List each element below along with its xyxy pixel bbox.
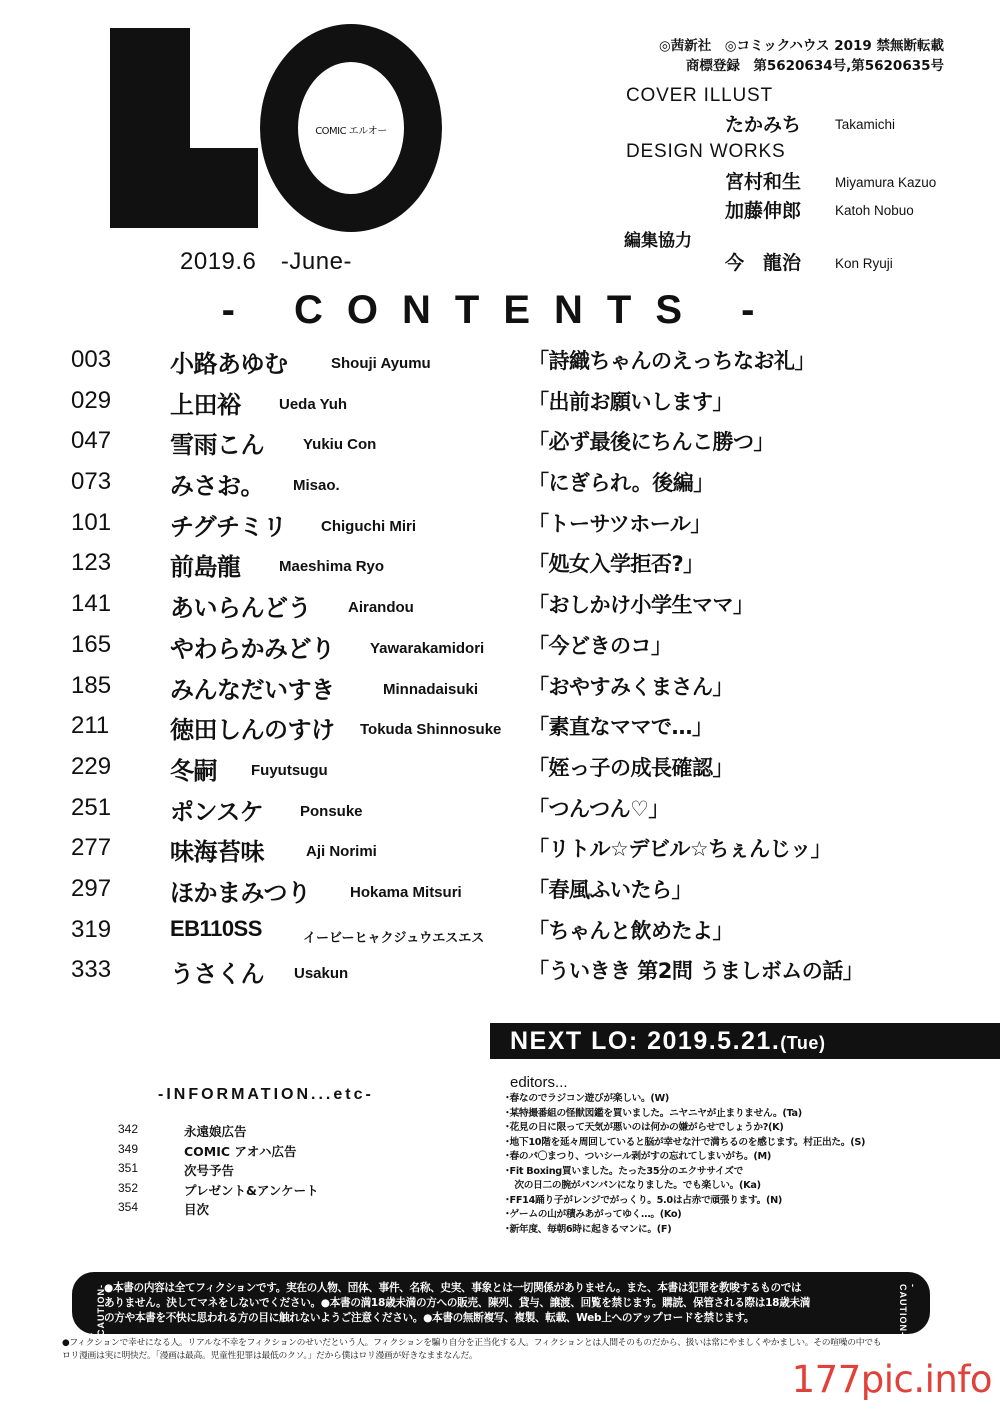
toc-row [0,710,1000,751]
toc-author-romaji: Ueda Yuh [279,395,348,413]
cover-illust-romaji: Takamichi [835,117,896,132]
designer-romaji-2: Katoh Nobuo [835,203,914,218]
toc-author-romaji: Yawarakamidori [370,639,485,657]
toc-page: 229 [71,752,112,780]
caution-label-right: -CAUTION- [898,1284,918,1336]
next-issue-label: NEXT LO: 2019.5.21. [510,1027,781,1055]
editor-comment: 次の日二の腕がパンパンになりました。でも楽しい。(Ka) [505,1180,761,1191]
toc-author: ほかまみつり [170,878,311,907]
next-issue-day: (Tue) [780,1033,826,1053]
toc-title: 「詩織ちゃんのえっちなお礼」 [528,349,815,373]
toc-title: 「出前お願いします」 [528,389,733,414]
toc-title: 「素直なママで…」 [528,715,713,740]
toc-row [0,792,1000,833]
toc-author: やわらかみどり [170,634,335,663]
information-page: 351 [118,1161,139,1176]
toc-author: 小路あゆむ [170,350,288,378]
information-page: 352 [118,1180,139,1195]
editor-comment: ･FF14踊り子がレンジでがっくり。5.0は占赤で頑張ります。(N) [505,1194,783,1206]
toc-title: 「トーサツホール」 [528,511,711,536]
editing-assist-heading: 編集協力 [624,231,692,251]
designer-name-1: 宮村和生 [725,171,802,193]
toc-author-romaji: Airandou [348,599,414,617]
caution-text [104,1281,904,1326]
toc-author: 雪雨こん [170,431,264,460]
toc-row [0,873,1000,914]
toc-title: 「必ず最後にちんこ勝つ」 [528,430,774,455]
toc-author-romaji: Ponsuke [300,802,363,820]
toc-row [0,629,1000,670]
next-issue-banner [490,1023,1000,1059]
information-heading: -INFORMATION...etc- [158,1086,374,1103]
toc-author: チグチミリ [170,512,287,541]
toc-title: 「ういきき 第2問 うましボムの話」 [528,959,864,984]
toc-page: 101 [71,508,112,536]
toc-author: あいらんどう [170,594,311,623]
toc-title: 「リトル☆デビル☆ちぇんじッ」 [528,837,832,862]
table-of-contents [0,344,1000,995]
information-page: 342 [118,1122,139,1136]
toc-page: 277 [71,834,112,862]
editor-comment: ･ゲームの山が積みあがってゆく…。(Ko) [505,1209,682,1220]
footnote-line: ●フィクションで幸せになる人。リアルな不幸をフィクションのせいだという人。フィクションを騙り自分を正当化する人。フィクションとは人間そのものだから、扱いは常にやましくやかましい。その喧噪の中でも [62,1338,882,1348]
toc-title: 「おやすみくまさん」 [528,674,733,699]
information-label: 次号予告 [184,1163,235,1179]
toc-page: 141 [71,590,112,618]
cover-illust-heading: COVER ILLUST [626,85,773,106]
toc-title: 「姪っ子の成長確認」 [528,755,733,780]
toc-author: みさお。 [170,472,264,501]
copyright-block [659,36,944,76]
toc-row [0,507,1000,548]
toc-author: 前島龍 [170,553,241,582]
toc-row [0,385,1000,426]
watermark: 177pic.info [791,1358,992,1401]
editor-comment: ･花見の日に限って天気が悪いのは何かの嫌がらせでしょうか?(K) [505,1122,784,1133]
copyright-line: ◎茜新社 ◎コミックハウス 2019 禁無断転載 [658,38,944,54]
designer-romaji-1: Miyamura Kazuo [835,175,937,190]
editor-comment: ･Fit Boxing買いました。たった35分のエクササイズで [505,1165,744,1177]
design-works-heading: DESIGN WORKS [626,141,786,162]
issue-date: 2019.6 -June- [180,248,352,275]
toc-page: 073 [71,468,112,496]
trademark-line: 商標登録 第5620634号,第5620635号 [685,58,944,74]
toc-title: 「今どきのコ」 [528,633,672,658]
toc-page: 333 [71,956,112,984]
toc-author: 味海苔味 [170,838,264,867]
toc-page: 003 [71,346,112,373]
toc-row [0,670,1000,711]
editor-comment: ･新年度、毎朝6時に起きるマンに。(F) [505,1223,672,1235]
caution-line: ●本書の内容は全てフィクションです。実在の人物、団体、事件、名称、史実、事象とは一切関係がありません。また、本書は犯罪を教唆するものでは [104,1282,802,1294]
toc-title: 「処女入学拒否?」 [528,552,704,577]
toc-title: 「ちゃんと飲めたよ」 [528,918,733,943]
toc-author: 上田裕 [170,390,241,419]
cover-illust-name: たかみち [725,114,802,136]
toc-row [0,547,1000,588]
toc-author: ポンスケ [170,797,264,826]
toc-row [0,914,1000,955]
editor-comment: ･地下10階を延々周回していると脳が幸せな汁で満ちるのを感じます。村正出た。(S) [505,1136,866,1148]
toc-author-romaji: Aji Norimi [306,843,377,861]
toc-page: 165 [71,630,112,658]
toc-page: 297 [71,874,112,902]
toc-author: うさくん [170,960,264,989]
toc-author-romaji: Minnadaisuki [383,680,479,698]
logo-l-foot [110,148,258,228]
editor-comment: ･某特撮番組の怪獣図鑑を買いました。ニヤニヤが止まりません。(Ta) [505,1107,802,1119]
toc-row [0,588,1000,629]
toc-title: 「春風ふいたら」 [528,877,692,902]
toc-author-romaji: Maeshima Ryo [279,558,385,576]
toc-page: 047 [71,427,112,455]
toc-author-romaji: Misao. [293,477,340,495]
editors-comments [505,1092,865,1237]
toc-author-romaji: Chiguchi Miri [321,517,416,535]
caution-box [72,1272,930,1334]
toc-title: 「にぎられ。後編」 [528,471,714,496]
editors-heading: editors... [510,1074,568,1091]
toc-author-romaji: Yukiu Con [303,436,377,454]
toc-author: EB110SS [170,915,262,941]
toc-author: 徳田しんのすけ [170,716,335,745]
toc-page: 185 [71,671,112,699]
information-label: 目次 [184,1202,210,1218]
toc-author-romaji: Hokama Mitsuri [350,883,462,901]
editing-assist-romaji: Kon Ryuji [835,256,893,271]
designer-name-2: 加藤伸郎 [725,200,802,222]
toc-author-romaji: Shouji Ayumu [331,355,431,372]
toc-row [0,751,1000,792]
footnote-line: ロリ漫画は実に明快だ。「漫画は最高。児童性犯罪は最低のクソ。」だから僕はロリ漫画が好きなままなんだ。 [62,1351,478,1361]
caution-line: の方や本書を不快に思われる方の目に触れないようご注意ください。●本書の無断複写、複製、転載、Web上へのアップロードを禁じます。 [104,1312,755,1324]
information-page: 349 [118,1141,139,1156]
toc-author-romaji: Usakun [294,965,349,983]
toc-author-romaji: Fuyutsugu [251,761,328,779]
toc-row [0,466,1000,507]
toc-title: 「おしかけ小学生ママ」 [528,593,754,618]
toc-author: みんなだいすき [170,675,335,704]
toc-row [0,344,1000,385]
information-label: プレゼント&アンケート [184,1182,319,1198]
contents-heading: - CONTENTS - [221,288,779,332]
toc-author-romaji: Tokuda Shinnosuke [360,721,502,739]
toc-title: 「つんつん♡」 [528,796,669,821]
toc-row [0,425,1000,466]
editing-assist-name: 今 龍治 [725,252,802,274]
caution-label-left: -CAUTION- [86,1284,106,1336]
toc-row [0,832,1000,873]
editor-comment: ･春なのでラジコン遊びが楽しい。(W) [505,1093,669,1104]
toc-author-romaji: イービーヒャクジュウエスエス [303,930,485,946]
logo-subtitle: COMIC エルオー [315,126,387,137]
information-label: COMIC アオハ広告 [184,1143,297,1159]
toc-page: 251 [71,793,112,821]
information-page: 354 [118,1200,139,1215]
toc-author: 冬嗣 [170,756,217,785]
editor-comment: ･春のパ〇まつり、ついシール剥がすの忘れてしまいがち。(M) [505,1151,772,1162]
toc-row [0,954,1000,995]
caution-line: ありません。決してマネをしないでください。●本書の満18歳未満の方への販売、陳列、貸与、譲渡、回覧を禁じます。購読、保管される際は18歳未満 [104,1297,811,1309]
toc-page: 029 [71,386,112,414]
toc-page: 211 [71,712,110,740]
toc-page: 123 [71,549,112,577]
toc-page: 319 [71,915,112,943]
information-label: 永遠娘広告 [184,1124,247,1139]
